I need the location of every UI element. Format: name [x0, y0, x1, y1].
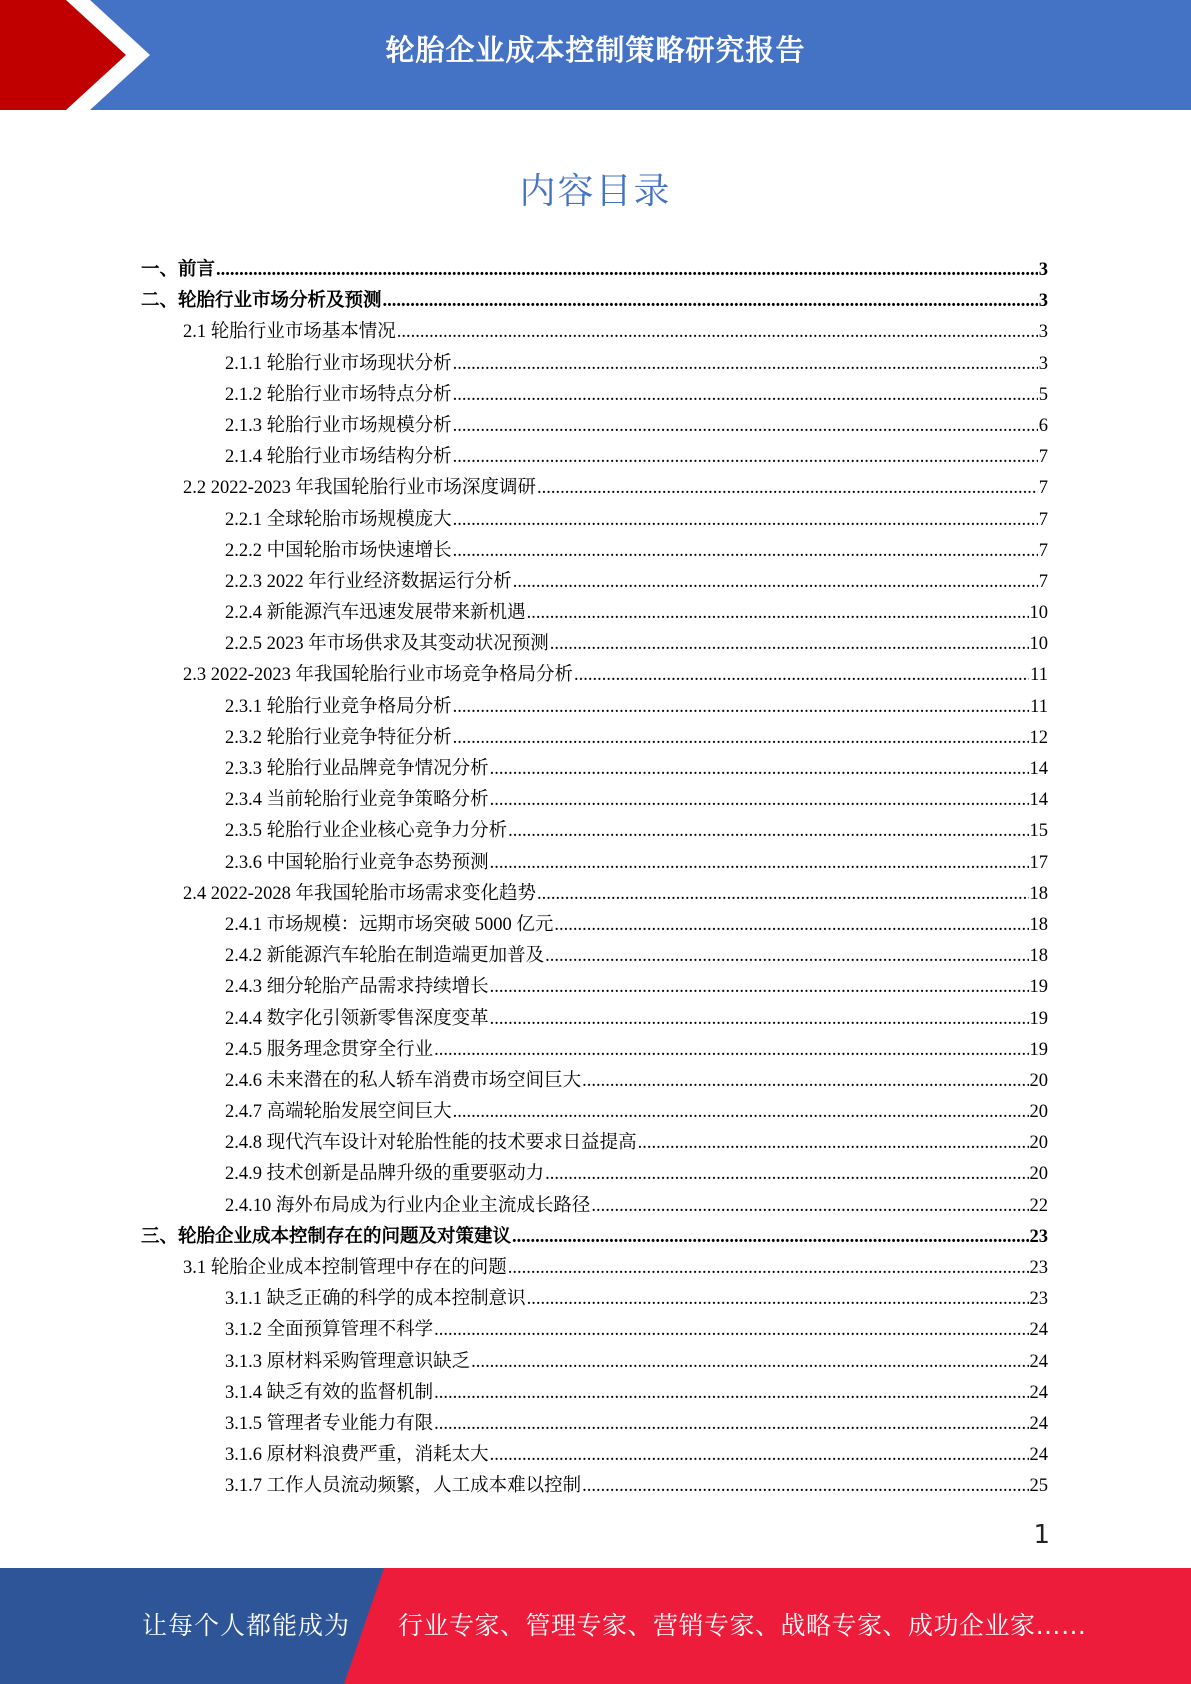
toc-entry[interactable]	[141, 910, 1048, 941]
toc-entry[interactable]	[141, 536, 1048, 567]
toc-dot-leader	[397, 317, 1038, 348]
toc-entry-page: 3	[1038, 322, 1048, 343]
toc-entry-page: 7	[1038, 571, 1048, 592]
toc-entry[interactable]	[141, 692, 1048, 723]
toc-entry-page: 20	[1029, 1133, 1048, 1154]
toc-entry-label: 2.4.5 服务理念贯穿全行业	[225, 1039, 434, 1060]
toc-entry-page: 19	[1029, 1039, 1048, 1060]
toc-entry-label: 2.1.2 轮胎行业市场特点分析	[225, 384, 452, 405]
toc-entry[interactable]	[141, 411, 1048, 442]
toc-entry[interactable]	[141, 754, 1048, 785]
toc-entry-page: 17	[1029, 852, 1048, 873]
toc-entry-label: 2.3.3 轮胎行业品牌竞争情况分析	[225, 759, 489, 779]
toc-entry-label: 3.1.4 缺乏有效的监督机制	[225, 1382, 434, 1403]
toc-entry-page: 20	[1029, 1164, 1048, 1185]
toc-entry[interactable]	[141, 629, 1048, 660]
toc-entry-label: 2.2.1 全球轮胎市场规模庞大	[225, 509, 452, 530]
page-number: 1	[1033, 1520, 1050, 1550]
toc-dot-leader	[453, 380, 1038, 411]
toc-dot-leader	[490, 754, 1029, 785]
toc-entry-label: 2.2.2 中国轮胎市场快速增长	[225, 540, 452, 561]
toc-entry[interactable]	[141, 879, 1048, 910]
toc-title: 内容目录	[519, 171, 672, 212]
toc-entry-label: 2.2 2022-2023 年我国轮胎行业市场深度调研	[183, 478, 537, 499]
toc-entry[interactable]	[141, 1097, 1048, 1128]
toc-entry-page: 24	[1029, 1445, 1048, 1466]
toc-entry[interactable]	[141, 1066, 1048, 1097]
toc-entry-label: 3.1.1 缺乏正确的科学的成本控制意识	[225, 1289, 526, 1310]
toc-dot-leader	[453, 1097, 1029, 1128]
toc-entry-label: 一、前言	[141, 260, 216, 280]
toc-entry-page: 22	[1029, 1195, 1048, 1216]
toc-entry-label: 2.4 2022-2028 年我国轮胎市场需求变化趋势	[183, 883, 537, 904]
toc-dot-leader	[550, 629, 1029, 660]
toc-entry-page: 23	[1029, 1226, 1048, 1247]
toc-dot-leader	[383, 286, 1038, 317]
toc-entry-page: 14	[1029, 759, 1048, 779]
toc-entry[interactable]	[141, 349, 1048, 380]
toc-dot-leader	[434, 1035, 1028, 1066]
toc-dot-leader	[574, 660, 1029, 691]
toc-entry[interactable]	[141, 1284, 1048, 1315]
toc-entry-label: 2.4.1 市场规模：远期市场突破 5000 亿元	[225, 914, 554, 935]
toc-dot-leader	[591, 1191, 1028, 1222]
toc-entry-label: 三、轮胎企业成本控制存在的问题及对策建议	[141, 1226, 512, 1247]
toc-dot-leader	[453, 505, 1038, 536]
toc-entry-label: 2.2.5 2023 年市场供求及其变动状况预测	[225, 634, 549, 655]
toc-entry-label: 3.1.3 原材料采购管理意识缺乏	[225, 1351, 471, 1372]
toc-entry-page: 7	[1038, 478, 1048, 499]
toc-entry[interactable]	[141, 1378, 1048, 1409]
toc-entry[interactable]	[141, 1471, 1048, 1502]
toc-entry-label: 2.1.3 轮胎行业市场规模分析	[225, 415, 452, 436]
toc-entry-page: 18	[1029, 914, 1048, 935]
table-of-contents	[141, 255, 1048, 1503]
toc-dot-leader	[490, 848, 1029, 879]
toc-entry-label: 2.4.8 现代汽车设计对轮胎性能的技术要求日益提高	[225, 1133, 637, 1154]
toc-entry[interactable]	[141, 598, 1048, 629]
toc-entry-label: 2.3.4 当前轮胎行业竞争策略分析	[225, 790, 489, 811]
toc-dot-leader	[638, 1128, 1029, 1159]
toc-entry-page: 11	[1030, 696, 1048, 717]
toc-entry-label: 2.4.10 海外布局成为行业内企业主流成长路径	[225, 1195, 591, 1216]
page-header	[0, 0, 1191, 110]
toc-entry[interactable]	[141, 660, 1048, 691]
page-footer	[0, 1568, 1191, 1684]
toc-entry[interactable]	[141, 442, 1048, 473]
toc-dot-leader	[453, 411, 1038, 442]
toc-entry-label: 二、轮胎行业市场分析及预测	[141, 291, 382, 312]
toc-entry-page: 10	[1029, 603, 1048, 624]
toc-entry[interactable]	[141, 1128, 1048, 1159]
toc-dot-leader	[554, 910, 1028, 941]
toc-dot-leader	[471, 1347, 1028, 1378]
toc-entry-page: 6	[1038, 415, 1048, 436]
toc-entry-page: 11	[1030, 665, 1048, 686]
toc-entry[interactable]	[141, 505, 1048, 536]
toc-entry-label: 2.4.9 技术创新是品牌升级的重要驱动力	[225, 1164, 545, 1185]
toc-entry-page: 24	[1029, 1413, 1048, 1434]
toc-entry-page: 19	[1029, 977, 1048, 998]
toc-dot-leader	[490, 1440, 1029, 1471]
toc-entry-label: 2.1 轮胎行业市场基本情况	[183, 322, 396, 343]
toc-dot-leader	[434, 1378, 1028, 1409]
toc-dot-leader	[453, 442, 1038, 473]
toc-entry[interactable]	[141, 816, 1048, 847]
toc-entry-page: 7	[1038, 509, 1048, 530]
toc-dot-leader	[537, 879, 1028, 910]
toc-dot-leader	[508, 1253, 1029, 1284]
toc-entry[interactable]	[141, 473, 1048, 504]
toc-entry[interactable]	[141, 1253, 1048, 1284]
toc-dot-leader	[545, 941, 1028, 972]
toc-dot-leader	[582, 1471, 1028, 1502]
toc-entry-label: 2.2.4 新能源汽车迅速发展带来新机遇	[225, 603, 526, 624]
toc-dot-leader	[512, 1222, 1028, 1253]
toc-entry-page: 24	[1029, 1320, 1048, 1341]
toc-entry[interactable]	[141, 941, 1048, 972]
footer-slogan-right: 行业专家、管理专家、营销专家、战略专家、成功企业家……	[398, 1611, 1087, 1640]
toc-entry[interactable]	[141, 1440, 1048, 1471]
toc-entry-page: 25	[1029, 1476, 1048, 1497]
toc-dot-leader	[545, 1159, 1028, 1190]
toc-entry-page: 3	[1038, 353, 1048, 374]
toc-entry-page: 23	[1029, 1258, 1048, 1278]
toc-entry[interactable]	[141, 255, 1048, 286]
toc-dot-leader	[434, 1315, 1028, 1346]
toc-entry[interactable]	[141, 567, 1048, 598]
toc-entry-label: 2.1.4 轮胎行业市场结构分析	[225, 447, 452, 468]
toc-entry[interactable]	[141, 1004, 1048, 1035]
toc-entry-page: 19	[1029, 1008, 1048, 1029]
toc-entry-page: 5	[1038, 384, 1048, 405]
toc-entry-label: 2.2.3 2022 年行业经济数据运行分析	[225, 571, 512, 592]
header-title: 轮胎企业成本控制策略研究报告	[385, 33, 806, 67]
toc-entry[interactable]	[141, 1222, 1048, 1253]
toc-dot-leader	[582, 1066, 1028, 1097]
toc-entry[interactable]	[141, 723, 1048, 754]
toc-dot-leader	[216, 255, 1038, 286]
toc-entry[interactable]	[141, 1347, 1048, 1378]
toc-entry-label: 2.4.6 未来潜在的私人轿车消费市场空间巨大	[225, 1070, 582, 1091]
toc-entry-label: 2.4.7 高端轮胎发展空间巨大	[225, 1102, 452, 1123]
toc-entry-label: 2.3.5 轮胎行业企业核心竞争力分析	[225, 821, 508, 842]
toc-entry-label: 3.1.7 工作人员流动频繁，人工成本难以控制	[225, 1476, 582, 1497]
toc-entry-page: 18	[1029, 883, 1048, 904]
toc-entry-page: 20	[1029, 1070, 1048, 1091]
toc-entry-page: 3	[1038, 260, 1048, 280]
toc-entry-label: 2.4.2 新能源汽车轮胎在制造端更加普及	[225, 946, 545, 967]
toc-dot-leader	[434, 1409, 1028, 1440]
toc-entry-page: 18	[1029, 946, 1048, 967]
toc-entry-page: 15	[1029, 821, 1048, 842]
toc-dot-leader	[513, 567, 1038, 598]
toc-entry-page: 7	[1038, 447, 1048, 468]
toc-entry[interactable]	[141, 380, 1048, 411]
toc-entry-label: 3.1.5 管理者专业能力有限	[225, 1413, 434, 1434]
toc-entry-label: 3.1 轮胎企业成本控制管理中存在的问题	[183, 1258, 507, 1278]
toc-entry-page: 7	[1038, 540, 1048, 561]
toc-entry[interactable]	[141, 1409, 1048, 1440]
toc-entry[interactable]	[141, 785, 1048, 816]
toc-entry-label: 2.4.3 细分轮胎产品需求持续增长	[225, 977, 489, 998]
toc-entry-label: 3.1.2 全面预算管理不科学	[225, 1320, 434, 1341]
toc-entry[interactable]	[141, 317, 1048, 348]
footer-slogan-left: 让每个人都能成为	[142, 1611, 351, 1640]
toc-entry-label: 2.3.6 中国轮胎行业竞争态势预测	[225, 852, 489, 873]
toc-dot-leader	[453, 723, 1029, 754]
toc-dot-leader	[453, 349, 1038, 380]
toc-entry[interactable]	[141, 1159, 1048, 1190]
toc-entry-page: 20	[1029, 1102, 1048, 1123]
toc-entry-label: 2.3.1 轮胎行业竞争格局分析	[225, 696, 452, 717]
toc-dot-leader	[453, 536, 1038, 567]
toc-entry-page: 24	[1029, 1382, 1048, 1403]
toc-entry[interactable]	[141, 1315, 1048, 1346]
toc-entry-page: 10	[1029, 634, 1048, 655]
toc-entry[interactable]	[141, 286, 1048, 317]
toc-entry[interactable]	[141, 972, 1048, 1003]
toc-entry-label: 2.1.1 轮胎行业市场现状分析	[225, 353, 452, 374]
toc-entry-page: 24	[1029, 1351, 1048, 1372]
toc-dot-leader	[490, 972, 1029, 1003]
toc-dot-leader	[453, 692, 1030, 723]
toc-entry[interactable]	[141, 1035, 1048, 1066]
toc-entry-page: 14	[1029, 790, 1048, 811]
toc-entry-label: 2.3.2 轮胎行业竞争特征分析	[225, 727, 452, 748]
toc-entry-page: 3	[1038, 291, 1048, 312]
toc-entry-label: 3.1.6 原材料浪费严重，消耗太大	[225, 1445, 489, 1466]
toc-dot-leader	[490, 1004, 1029, 1035]
toc-entry[interactable]	[141, 848, 1048, 879]
toc-dot-leader	[508, 816, 1028, 847]
toc-entry-label: 2.3 2022-2023 年我国轮胎行业市场竞争格局分析	[183, 665, 574, 686]
toc-dot-leader	[490, 785, 1029, 816]
toc-dot-leader	[527, 598, 1029, 629]
toc-entry-page: 23	[1029, 1289, 1048, 1310]
toc-dot-leader	[537, 473, 1038, 504]
toc-entry-page: 12	[1029, 727, 1048, 748]
toc-entry-label: 2.4.4 数字化引领新零售深度变革	[225, 1008, 489, 1029]
toc-entry[interactable]	[141, 1191, 1048, 1222]
toc-dot-leader	[527, 1284, 1029, 1315]
